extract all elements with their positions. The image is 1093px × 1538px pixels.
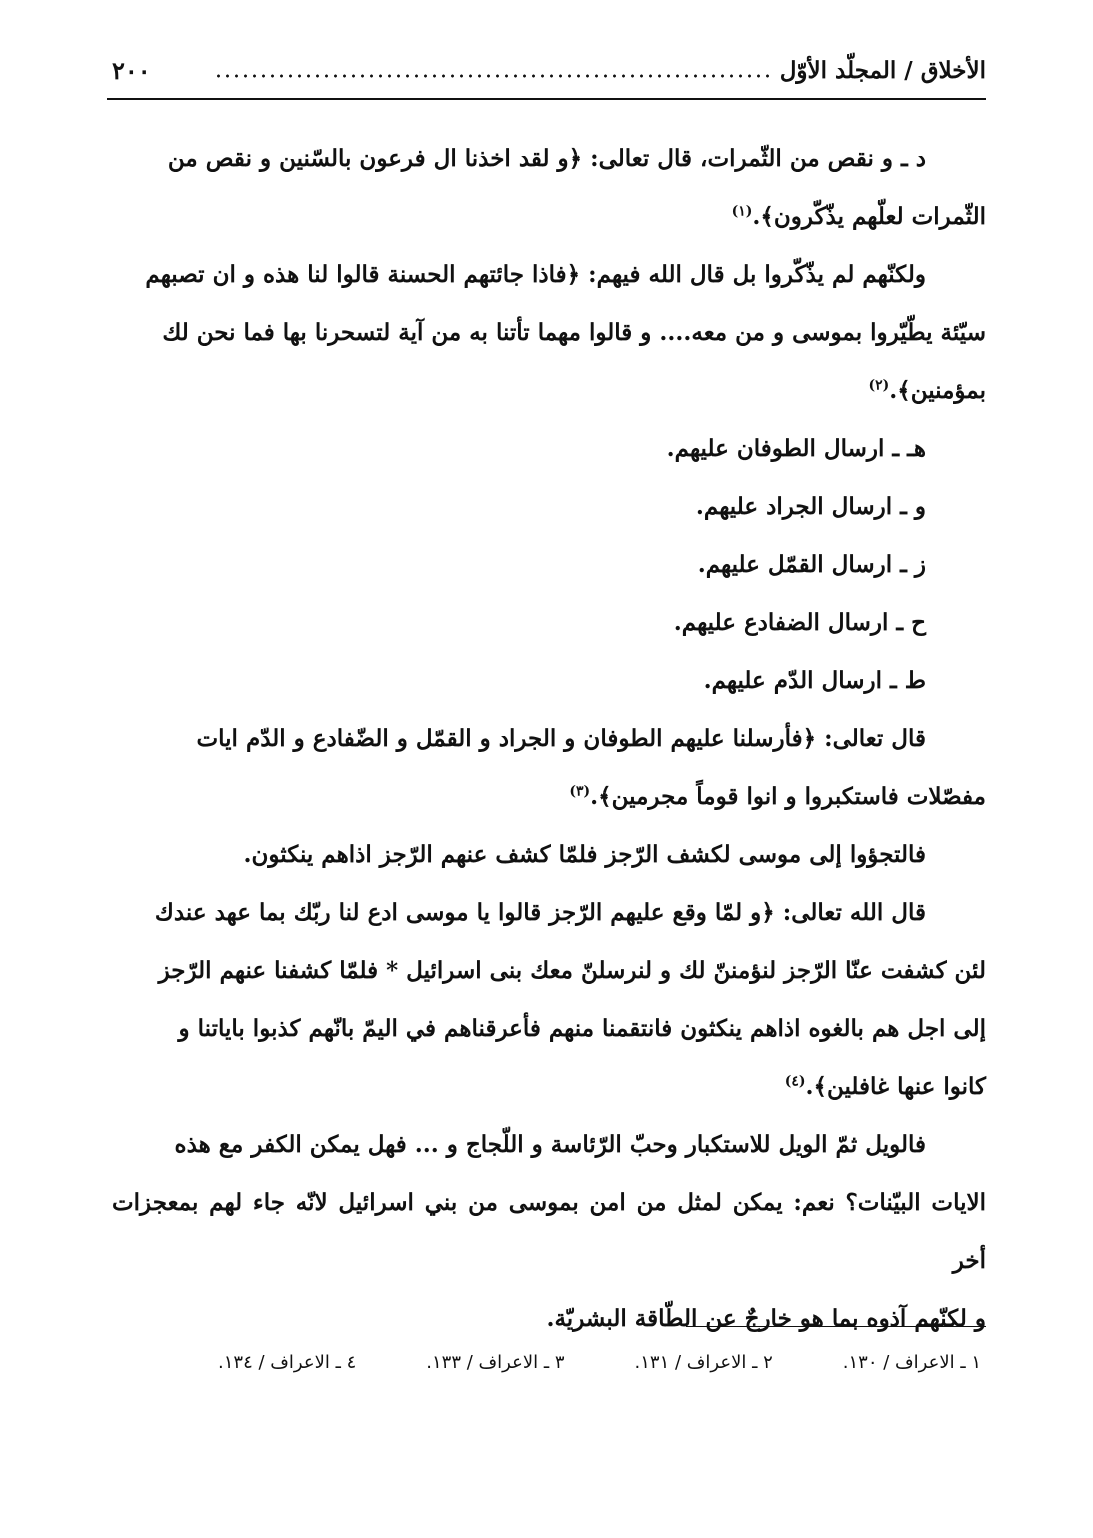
text-line-end: الثّمرات لعلّهم يذّكّرون﴾.: [752, 203, 986, 230]
text-line: قال تعالى: ﴿فأرسلنا عليهم الطوفان و الجراد و القمّل و الضّفادع و الدّم ايات: [196, 725, 926, 752]
plague-list: [112, 420, 986, 710]
running-title: الأخلاق / المجلّد الأوّل: [779, 56, 986, 84]
footnote-item: ١ ـ الاعراف / ١٣٠.: [842, 1352, 981, 1373]
text-line: [112, 1058, 986, 1116]
text-line: سيّئة يطّيّروا بموسى و من معه.... و قالوا مهما تأتنا به من آية لتسحرنا بها فما نحن لك: [162, 319, 986, 346]
paragraph-4: [112, 826, 986, 884]
footnote-item: ٣ ـ الاعراف / ١٣٣.: [426, 1352, 565, 1373]
text-line: لئن كشفت عنّا الرّجز لنؤمننّ لك و لنرسلنّ معك بنى اسرائيل * فلمّا كشفنا عنهم الرّجز: [158, 957, 986, 984]
footnote-ref: (٤): [784, 1073, 806, 1090]
list-item: ح ـ ارسال الضفادع عليهم.: [673, 609, 926, 636]
text-line: إلى اجل هم بالغوه اذاهم ينكثون فانتقمنا منهم فأعرقناهم في اليمّ بانّهم كذبوا باياتنا و: [178, 1015, 986, 1042]
paragraph-1: [112, 130, 986, 246]
text-line: الايات البيّنات؟ نعم: يمكن لمثل من امن بموسى من بني اسرائيل لانّه جاء لهم بمعجزات أخر: [112, 1189, 986, 1274]
footnote-rule: [686, 1326, 986, 1327]
text-line: ولكنّهم لم يذّكّروا بل قال الله فيهم: ﴿فاذا جائتهم الحسنة قالوا لنا هذه و ان تصبهم: [145, 261, 926, 288]
footnote-ref: (٢): [868, 377, 890, 394]
paragraph-2: [112, 246, 986, 420]
footnote-item: ٤ ـ الاعراف / ١٣٤.: [218, 1352, 357, 1373]
main-text: [112, 130, 986, 1348]
footnote-ref: (٣): [569, 783, 591, 800]
text-line-end: كانوا عنها غافلين﴾.: [805, 1073, 986, 1100]
paragraph-5: [112, 884, 986, 1116]
text-line: فالتجؤوا إلى موسى لكشف الرّجز فلمّا كشف عنهم الرّجز اذاهم ينكثون.: [243, 841, 926, 868]
text-line: [112, 768, 986, 826]
footnotes: [130, 1352, 981, 1373]
paragraph-6: [112, 1116, 986, 1348]
text-line-end: بمؤمنين﴾.: [889, 377, 986, 404]
running-title-group: [214, 57, 986, 84]
text-line: و لكنّهم آذوه بما هو خارجٌ عن الطّاقة البشريّة.: [546, 1305, 986, 1332]
list-item: هـ ـ ارسال الطوفان عليهم.: [666, 435, 926, 462]
text-line: [112, 362, 986, 420]
list-item: و ـ ارسال الجراد عليهم.: [695, 493, 926, 520]
page-number: ٢٠٠: [112, 55, 151, 85]
text-line-end: مفصّلات فاستكبروا و انوا قوماً مجرمين﴾.: [590, 783, 986, 810]
text-line: [112, 188, 986, 246]
list-item: ط ـ ارسال الدّم عليهم.: [703, 667, 926, 694]
header-rule: [107, 98, 986, 100]
leader-dots: [214, 74, 774, 78]
running-header: [112, 48, 986, 92]
list-item: ز ـ ارسال القمّل عليهم.: [697, 551, 926, 578]
text-line: فالويل ثمّ الويل للاستكبار وحبّ الرّئاسة و اللّجاج و ... فهل يمكن الكفر مع هذه: [174, 1131, 926, 1158]
footnote-item: ٢ ـ الاعراف / ١٣١.: [634, 1352, 773, 1373]
text-line: د ـ و نقص من الثّمرات، قال تعالى: ﴿و لقد اخذنا ال فرعون بالسّنين و نقص من: [167, 145, 926, 172]
text-line: قال الله تعالى: ﴿و لمّا وقع عليهم الرّجز قالوا يا موسى ادع لنا ربّك بما عهد عندك: [154, 899, 926, 926]
footnote-ref: (١): [731, 203, 753, 220]
paragraph-3: [112, 710, 986, 826]
